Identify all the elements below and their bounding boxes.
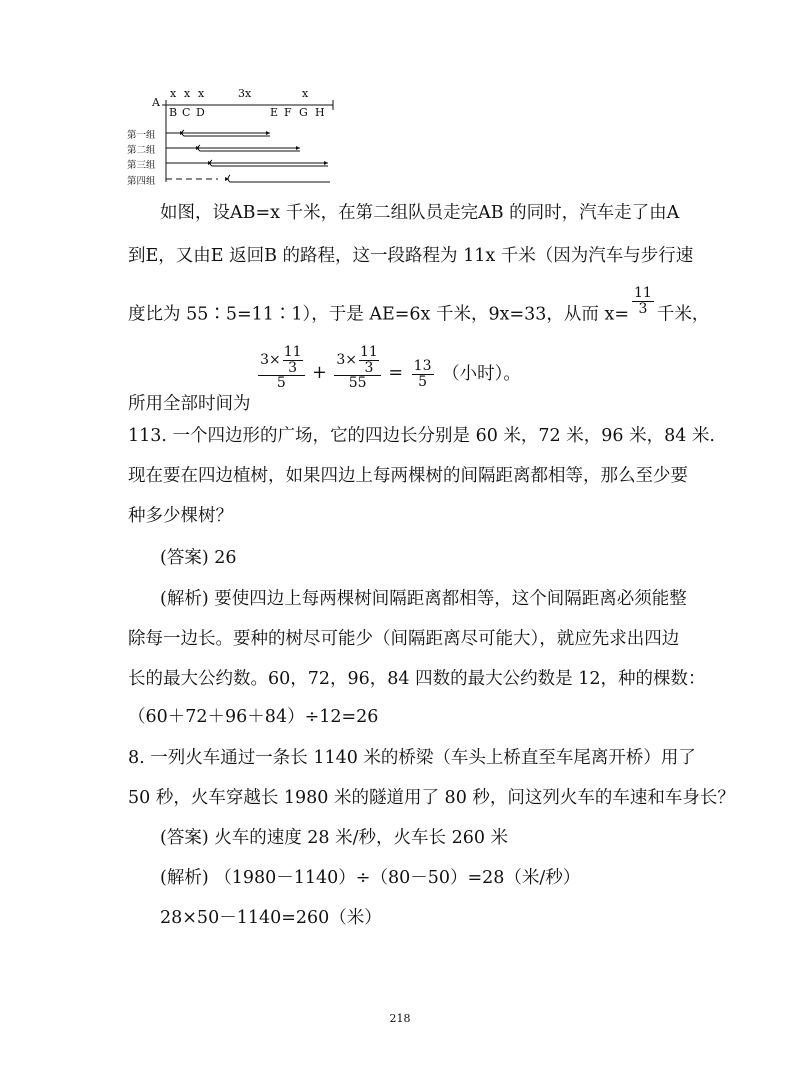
point-e-label: E	[270, 106, 279, 119]
explanation-113-line-4: （60＋72＋96＋84）÷12=26	[128, 707, 379, 727]
explanation-113-line-2: 除每一边长。要种的树尽可能少（间隔距离尽可能大），就应先求出四边	[128, 629, 680, 649]
fraction-1-inner-num: 11	[283, 344, 302, 360]
fraction-2-inner-num: 11	[360, 344, 378, 360]
group-label-1: 第一组	[127, 130, 156, 141]
problem-113-line-1: 113. 一个四边形的广场，它的四边长分别是 60 米，72 米，96 米，84 米.	[128, 426, 715, 446]
segment-label-1: x	[170, 87, 177, 100]
plus-sign: +	[312, 362, 327, 383]
fraction-2-denominator: 55	[348, 375, 367, 392]
problem-8-line-2: 50 秒，火车穿越长 1980 米的隧道用了 80 秒，问这列火车的车速和车身长？	[128, 788, 735, 808]
point-d-label: D	[196, 106, 205, 119]
explanation-8-line-2: 28×50－1140=260（米）	[160, 908, 382, 928]
text-line-1: 如图，设AB=x 千米，在第二组队员走完AB 的同时，汽车走了由A	[160, 203, 680, 223]
point-g-label: G	[299, 106, 308, 119]
point-f-label: F	[284, 106, 292, 119]
explanation-8-line-1: (解析) （1980－1140）÷（80－50）=28（米/秒）	[160, 868, 581, 888]
equation-suffix: （小时）。	[442, 363, 521, 384]
equation-fraction-3	[412, 359, 434, 389]
text-line-3-end: 千米，	[656, 304, 710, 325]
equals-sign: =	[388, 362, 404, 383]
point-b-label: B	[169, 106, 178, 119]
point-h-label: H	[315, 106, 325, 119]
problem-113-line-3: 种多少棵树？	[128, 506, 233, 526]
fraction-1-coefficient: 3×	[260, 351, 281, 368]
fraction-numerator: 11	[634, 285, 652, 301]
problem-113-line-2: 现在要在四边植树，如果四边上每两棵树的间隔距离都相等，那么至少要	[128, 466, 688, 486]
explanation-113-line-1: (解析) 要使四边上每两棵树间隔距离都相等，这个间隔距离必须能整	[160, 589, 687, 609]
group-label-3: 第三组	[127, 160, 156, 171]
equation-line	[128, 344, 521, 414]
fraction-3-denominator: 5	[418, 373, 428, 390]
group-label-4: 第四组	[127, 176, 156, 187]
fraction-1-denominator: 5	[276, 375, 286, 392]
problem-8-line-1: 8. 一列火车通过一条长 1140 米的桥梁（车头上桥直至车尾离开桥）用了	[128, 748, 696, 768]
answer-113: (答案) 26	[160, 548, 237, 568]
fraction-3-numerator: 13	[413, 357, 432, 374]
answer-8: (答案) 火车的速度 28 米/秒，火车长 260 米	[160, 828, 509, 848]
text-line-3	[128, 285, 710, 330]
segment-label-2: x	[184, 87, 191, 100]
equation-fraction-1	[258, 345, 304, 391]
text-line-3-start: 度比为 55∶5=11∶1），于是 AE=6x 千米，9x=33，从而 x=	[128, 304, 630, 325]
equation-prefix: 所用全部时间为	[128, 393, 251, 414]
page-number: 218	[389, 1012, 411, 1025]
segment-label-5: x	[302, 87, 309, 100]
fraction-1-inner-den: 3	[288, 359, 298, 376]
fraction-eleven-thirds	[632, 286, 654, 316]
fraction-2-inner-den: 3	[364, 359, 374, 376]
group-label-2: 第二组	[127, 145, 156, 156]
fraction-denominator: 3	[638, 300, 648, 317]
segment-label-4: 3x	[238, 87, 252, 100]
segment-label-3: x	[198, 87, 205, 100]
explanation-113-line-3: 长的最大公约数。60，72，96，84 四数的最大公约数是 12，种的棵数：	[128, 669, 706, 689]
text-line-2: 到E，又由E 返回B 的路程，这一段路程为 11x 千米（因为汽车与步行速	[128, 246, 694, 266]
route-diagram	[118, 86, 348, 194]
point-c-label: C	[182, 106, 191, 119]
equation-fraction-2	[334, 345, 380, 391]
fraction-2-coefficient: 3×	[336, 351, 358, 368]
point-a-label: A	[152, 96, 160, 109]
